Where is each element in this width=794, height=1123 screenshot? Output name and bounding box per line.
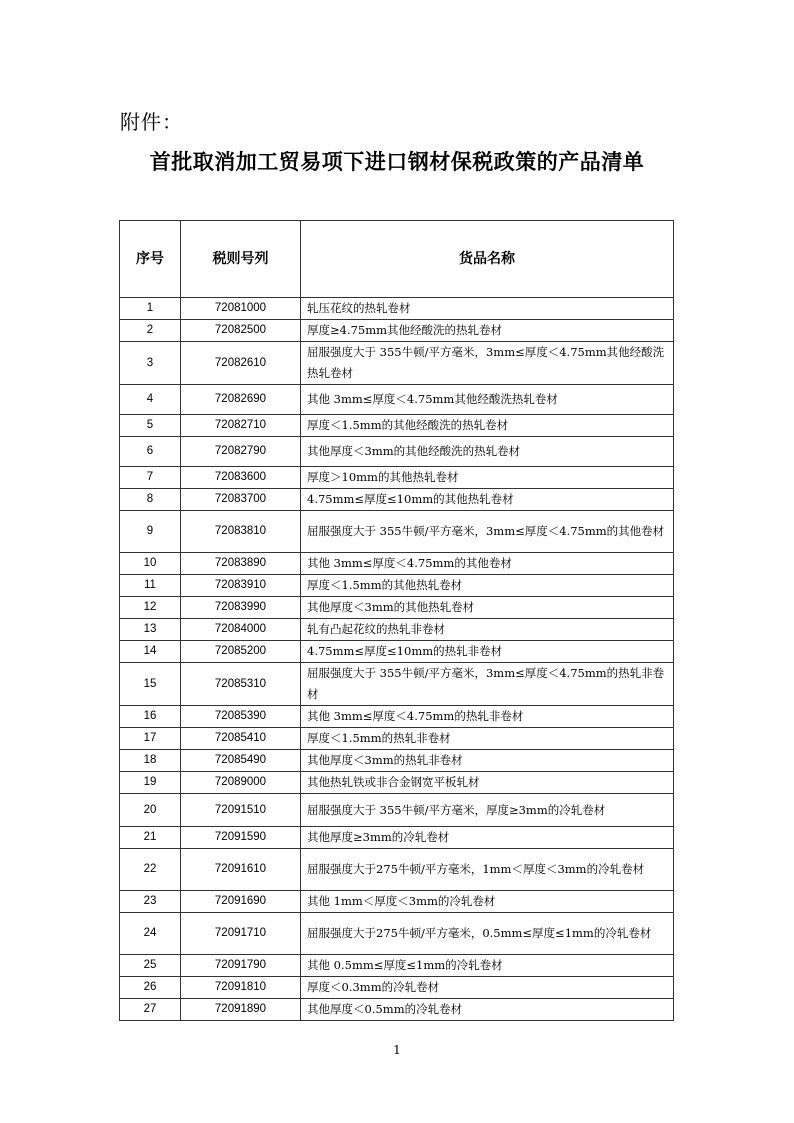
table-row (120, 553, 674, 575)
cell-product-name: 其他厚度＜3mm的其他热轧卷材 (301, 597, 674, 619)
cell-seq: 11 (120, 575, 181, 597)
table-header-row (120, 221, 674, 298)
table-row (120, 320, 674, 342)
table-row (120, 342, 674, 385)
cell-seq: 10 (120, 553, 181, 575)
cell-product-name: 其他 3mm≤厚度＜4.75mm的热轧非卷材 (301, 706, 674, 728)
table-row (120, 849, 674, 891)
cell-seq: 1 (120, 298, 181, 320)
table-row (120, 575, 674, 597)
cell-seq: 19 (120, 772, 181, 794)
cell-tariff-code: 72091790 (181, 955, 301, 977)
cell-product-name: 其他 3mm≤厚度＜4.75mm的其他卷材 (301, 553, 674, 575)
cell-product-name: 屈服强度大于 355牛顿/平方毫米，3mm≤厚度＜4.75mm的热轧非卷材 (301, 663, 674, 706)
cell-seq: 7 (120, 467, 181, 489)
table-row (120, 641, 674, 663)
header-product-name: 货品名称 (301, 221, 674, 298)
cell-product-name: 其他厚度＜0.5mm的冷轧卷材 (301, 999, 674, 1021)
cell-tariff-code: 72091690 (181, 891, 301, 913)
cell-product-name: 其他 0.5mm≤厚度≤1mm的冷轧卷材 (301, 955, 674, 977)
cell-product-name: 屈服强度大于 355牛顿/平方毫米，3mm≤厚度＜4.75mm的其他卷材 (301, 511, 674, 553)
cell-tariff-code: 72083890 (181, 553, 301, 575)
cell-seq: 16 (120, 706, 181, 728)
cell-seq: 18 (120, 750, 181, 772)
cell-tariff-code: 72091590 (181, 827, 301, 849)
header-seq: 序号 (120, 221, 181, 298)
table-row (120, 999, 674, 1021)
cell-tariff-code: 72085200 (181, 641, 301, 663)
cell-seq: 12 (120, 597, 181, 619)
cell-product-name: 其他厚度＜3mm的热轧非卷材 (301, 750, 674, 772)
cell-tariff-code: 72085310 (181, 663, 301, 706)
cell-seq: 23 (120, 891, 181, 913)
cell-seq: 14 (120, 641, 181, 663)
cell-seq: 8 (120, 489, 181, 511)
cell-seq: 15 (120, 663, 181, 706)
document-title: 首批取消加工贸易项下进口钢材保税政策的产品清单 (149, 150, 645, 174)
cell-product-name: 其他 1mm＜厚度＜3mm的冷轧卷材 (301, 891, 674, 913)
table-row (120, 511, 674, 553)
cell-product-name: 厚度＜1.5mm的其他经酸洗的热轧卷材 (301, 415, 674, 437)
cell-tariff-code: 72085490 (181, 750, 301, 772)
cell-tariff-code: 72083990 (181, 597, 301, 619)
cell-tariff-code: 72089000 (181, 772, 301, 794)
cell-seq: 13 (120, 619, 181, 641)
table-row (120, 891, 674, 913)
cell-tariff-code: 72083810 (181, 511, 301, 553)
cell-seq: 6 (120, 437, 181, 467)
cell-tariff-code: 72091710 (181, 913, 301, 955)
table-body (120, 298, 674, 1021)
attachment-label: 附件： (120, 110, 183, 134)
cell-product-name: 厚度＜1.5mm的其他热轧卷材 (301, 575, 674, 597)
table-row (120, 955, 674, 977)
table-row (120, 827, 674, 849)
cell-product-name: 其他热轧铁或非合金钢宽平板轧材 (301, 772, 674, 794)
cell-product-name: 厚度＜1.5mm的热轧非卷材 (301, 728, 674, 750)
cell-product-name: 屈服强度大于275牛顿/平方毫米，0.5mm≤厚度≤1mm的冷轧卷材 (301, 913, 674, 955)
table-row (120, 706, 674, 728)
cell-tariff-code: 72091510 (181, 794, 301, 827)
cell-product-name: 屈服强度大于 355牛顿/平方毫米，厚度≥3mm的冷轧卷材 (301, 794, 674, 827)
cell-product-name: 4.75mm≤厚度≤10mm的热轧非卷材 (301, 641, 674, 663)
cell-product-name: 4.75mm≤厚度≤10mm的其他热轧卷材 (301, 489, 674, 511)
cell-product-name: 屈服强度大于 355牛顿/平方毫米，3mm≤厚度＜4.75mm其他经酸洗热轧卷材 (301, 342, 674, 385)
cell-tariff-code: 72082690 (181, 385, 301, 415)
cell-tariff-code: 72091810 (181, 977, 301, 999)
cell-tariff-code: 72082710 (181, 415, 301, 437)
table-row (120, 298, 674, 320)
cell-product-name: 轧有凸起花纹的热轧非卷材 (301, 619, 674, 641)
table-row (120, 663, 674, 706)
cell-product-name: 屈服强度大于275牛顿/平方毫米，1mm＜厚度＜3mm的冷轧卷材 (301, 849, 674, 891)
cell-product-name: 其他厚度＜3mm的其他经酸洗的热轧卷材 (301, 437, 674, 467)
cell-tariff-code: 72091610 (181, 849, 301, 891)
cell-seq: 27 (120, 999, 181, 1021)
table-row (120, 489, 674, 511)
cell-tariff-code: 72084000 (181, 619, 301, 641)
cell-seq: 2 (120, 320, 181, 342)
product-list-table (119, 220, 674, 1021)
cell-tariff-code: 72085410 (181, 728, 301, 750)
table-row (120, 597, 674, 619)
cell-seq: 5 (120, 415, 181, 437)
cell-seq: 3 (120, 342, 181, 385)
header-tariff-code: 税则号列 (181, 221, 301, 298)
table-row (120, 750, 674, 772)
cell-tariff-code: 72091890 (181, 999, 301, 1021)
cell-seq: 4 (120, 385, 181, 415)
cell-product-name: 轧压花纹的热轧卷材 (301, 298, 674, 320)
cell-tariff-code: 72082500 (181, 320, 301, 342)
cell-product-name: 厚度＜0.3mm的冷轧卷材 (301, 977, 674, 999)
table-row (120, 415, 674, 437)
cell-seq: 22 (120, 849, 181, 891)
cell-seq: 17 (120, 728, 181, 750)
page-number: 1 (393, 1043, 401, 1057)
table-row (120, 772, 674, 794)
cell-tariff-code: 72083910 (181, 575, 301, 597)
cell-tariff-code: 72083700 (181, 489, 301, 511)
cell-product-name: 其他厚度≥3mm的冷轧卷材 (301, 827, 674, 849)
cell-product-name: 厚度＞10mm的其他热轧卷材 (301, 467, 674, 489)
table-row (120, 794, 674, 827)
cell-tariff-code: 72081000 (181, 298, 301, 320)
table-row (120, 913, 674, 955)
table-row (120, 467, 674, 489)
table-row (120, 437, 674, 467)
cell-tariff-code: 72082790 (181, 437, 301, 467)
table-row (120, 977, 674, 999)
cell-seq: 26 (120, 977, 181, 999)
cell-seq: 9 (120, 511, 181, 553)
cell-seq: 20 (120, 794, 181, 827)
cell-tariff-code: 72085390 (181, 706, 301, 728)
cell-seq: 21 (120, 827, 181, 849)
cell-seq: 24 (120, 913, 181, 955)
cell-tariff-code: 72082610 (181, 342, 301, 385)
table-row (120, 728, 674, 750)
table-row (120, 385, 674, 415)
cell-seq: 25 (120, 955, 181, 977)
cell-product-name: 厚度≥4.75mm其他经酸洗的热轧卷材 (301, 320, 674, 342)
table-row (120, 619, 674, 641)
cell-tariff-code: 72083600 (181, 467, 301, 489)
cell-product-name: 其他 3mm≤厚度＜4.75mm其他经酸洗热轧卷材 (301, 385, 674, 415)
